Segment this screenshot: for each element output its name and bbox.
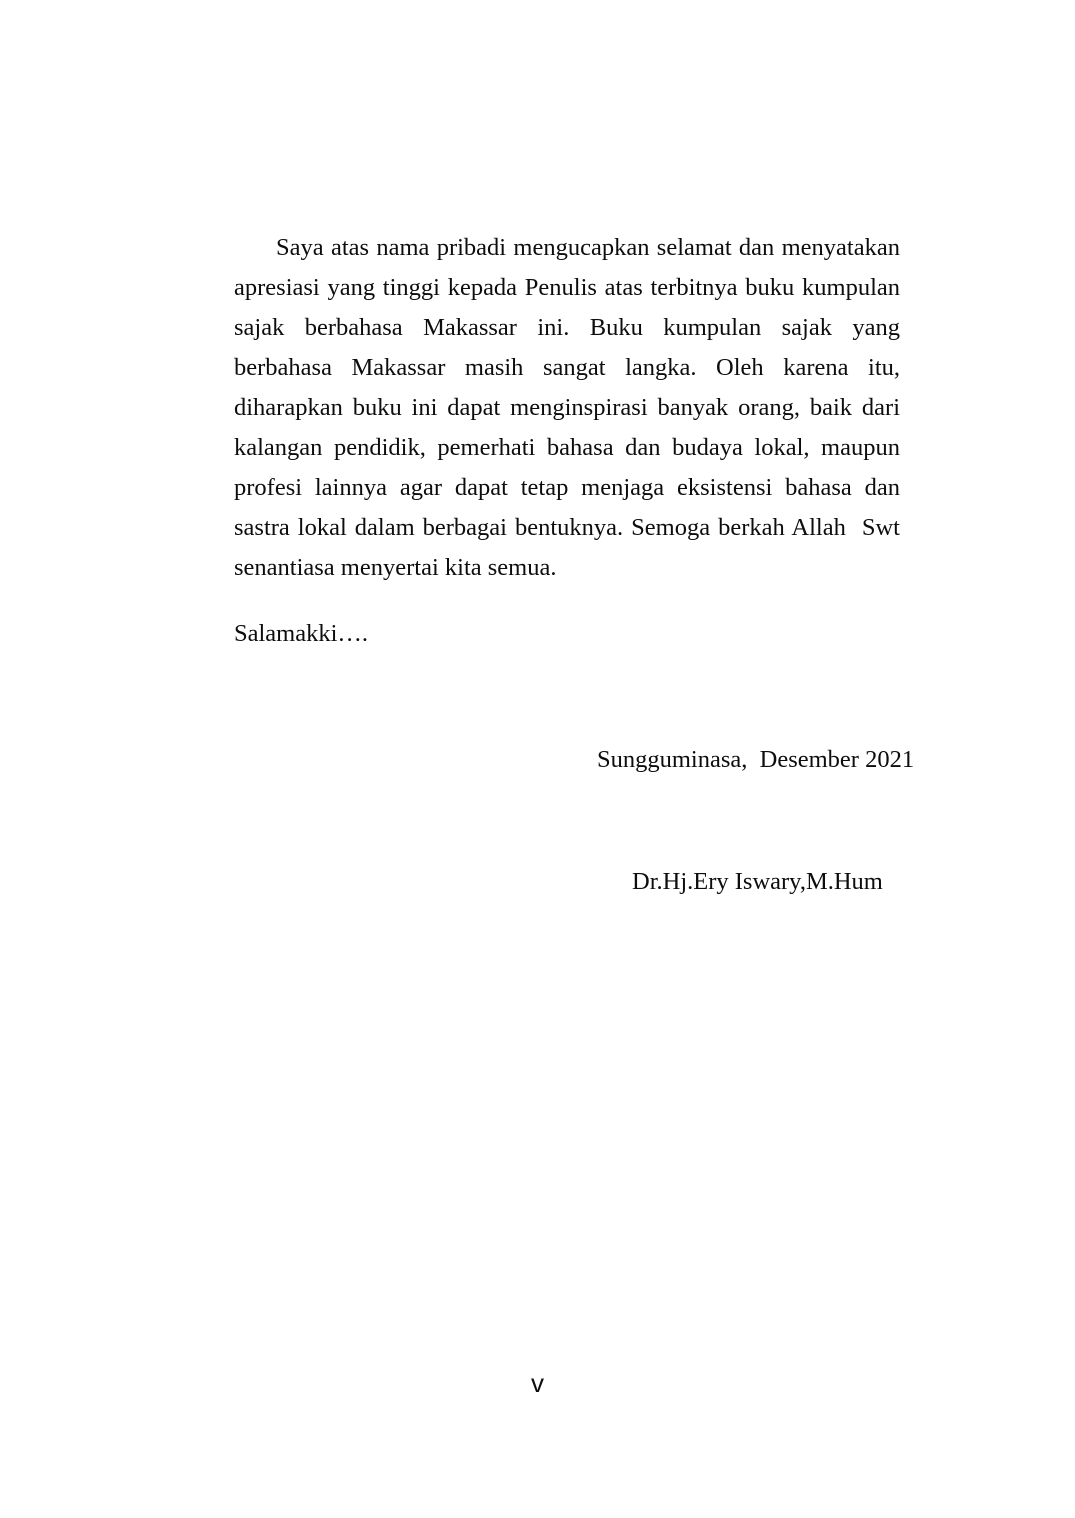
salutation-line: Salamakki…. (234, 620, 369, 647)
page-content (234, 228, 907, 654)
signature-place-date: Sungguminasa, Desember 2021 (597, 746, 915, 773)
signature-author-name: Dr.Hj.Ery Iswary,M.Hum (632, 868, 883, 895)
body-paragraph: Saya atas nama pribadi mengucapkan selamat dan menyatakan apresiasi yang tinggi kepada Penulis atas terbitnya buku kumpulan sajak berbahasa Makassar ini. Buku kumpulan sajak yang berbahasa Makassar masih sangat langka. Oleh karena itu, diharapkan buku ini dapat menginspirasi banyak orang, baik dari kalangan pendidik, pemerhati bahasa dan budaya lokal, maupun profesi lainnya agar dapat tetap menjaga eksistensi bahasa dan sastra lokal dalam berbagai bentuknya. Semoga berkah Allah Swt senantiasa menyertai kita semua. (234, 234, 907, 581)
signature-block (234, 740, 915, 902)
page-number: v (531, 1368, 544, 1398)
